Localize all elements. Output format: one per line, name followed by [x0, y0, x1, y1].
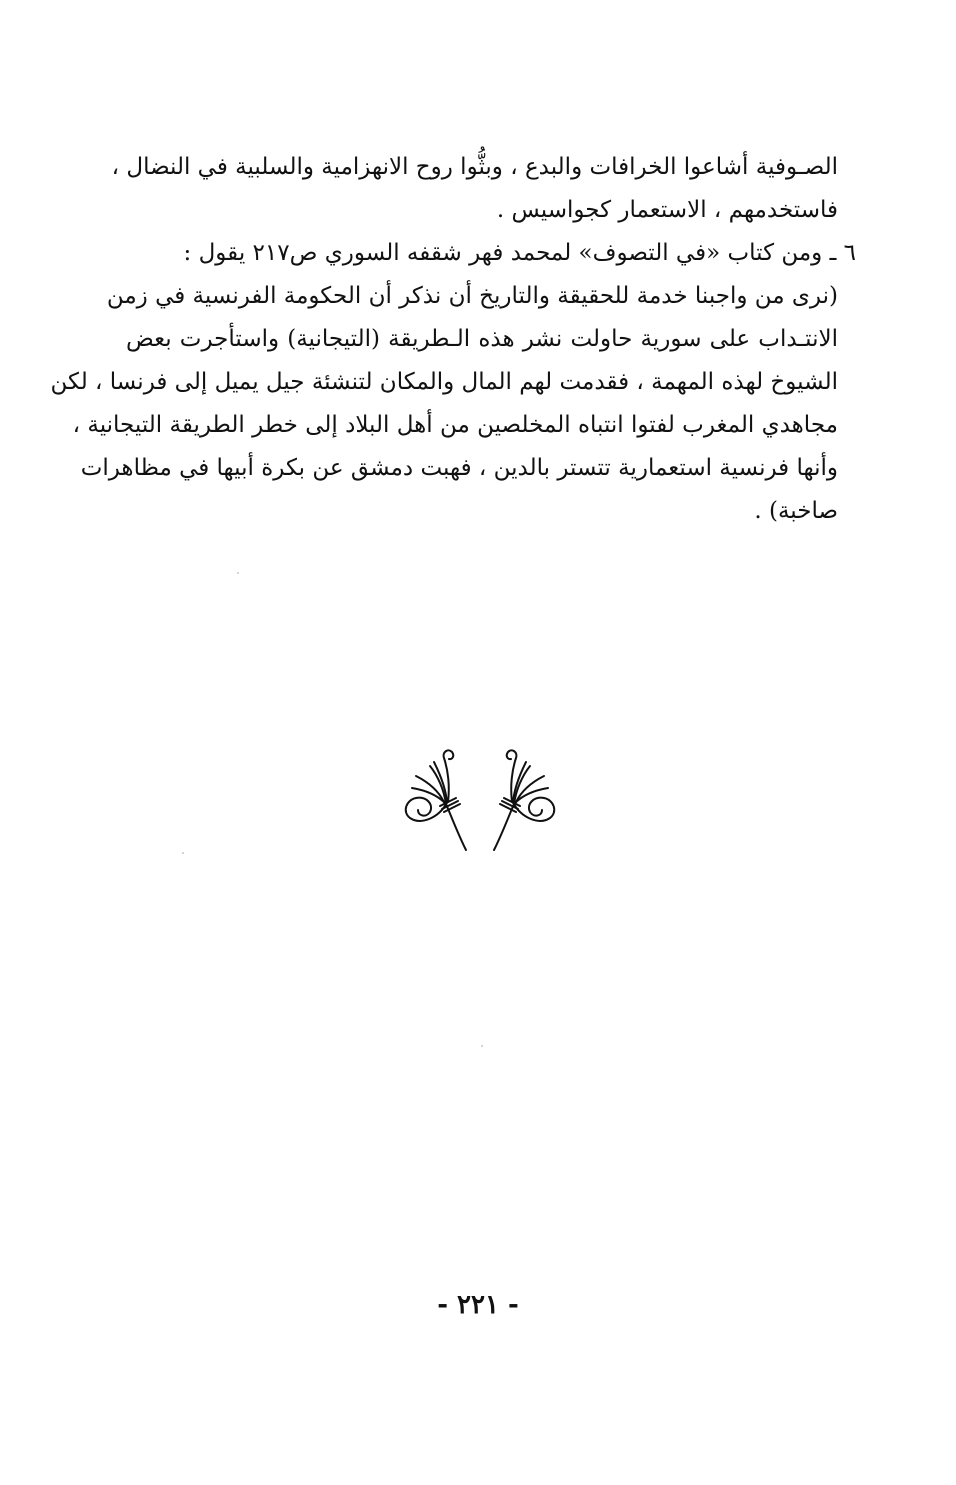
ornament-right-half [494, 750, 554, 850]
text-line: فاستخدمهم ، الاستعمار كجواسيس . [496, 197, 838, 223]
floral-ornament-icon [400, 746, 560, 854]
numbered-item-line: ٦ ـ ومن كتاب «في التصوف» لمحمد فهر شقفه السوري ص٢١٧ يقول : [183, 240, 856, 266]
page-number: - ٢٢١ - [437, 1290, 519, 1320]
body-text [50, 146, 856, 533]
quote-line: الشيوخ لهذه المهمة ، فقدمت لهم المال والمكان لتنشئة جيل يميل إلى فرنسا ، لكن [50, 369, 838, 395]
quote-line: مجاهدي المغرب لفتوا انتباه المخلصين من أهل البلاد إلى خطر الطريقة التيجانية ، [72, 412, 838, 438]
scan-speck [182, 852, 184, 854]
quote-line: الانتـداب على سورية حاولت نشر هذه الـطريقة (التيجانية) واستأجرت بعض [126, 326, 838, 352]
quote-line: (نرى من واجبنا خدمة للحقيقة والتاريخ أن نذكر أن الحكومة الفرنسية في زمن [106, 283, 838, 309]
scan-speck [237, 572, 239, 574]
ornament-left-half [406, 750, 466, 850]
scan-speck [481, 1045, 483, 1047]
quote-line: صاخبة) . [754, 498, 838, 524]
quote-line: وأنها فرنسية استعمارية تتستر بالدين ، فهبت دمشق عن بكرة أبيها في مظاهرات [80, 455, 838, 481]
text-line: الصـوفية أشاعوا الخرافات والبدع ، وبثُّوا روح الانهزامية والسلبية في النضال ، [111, 154, 838, 180]
